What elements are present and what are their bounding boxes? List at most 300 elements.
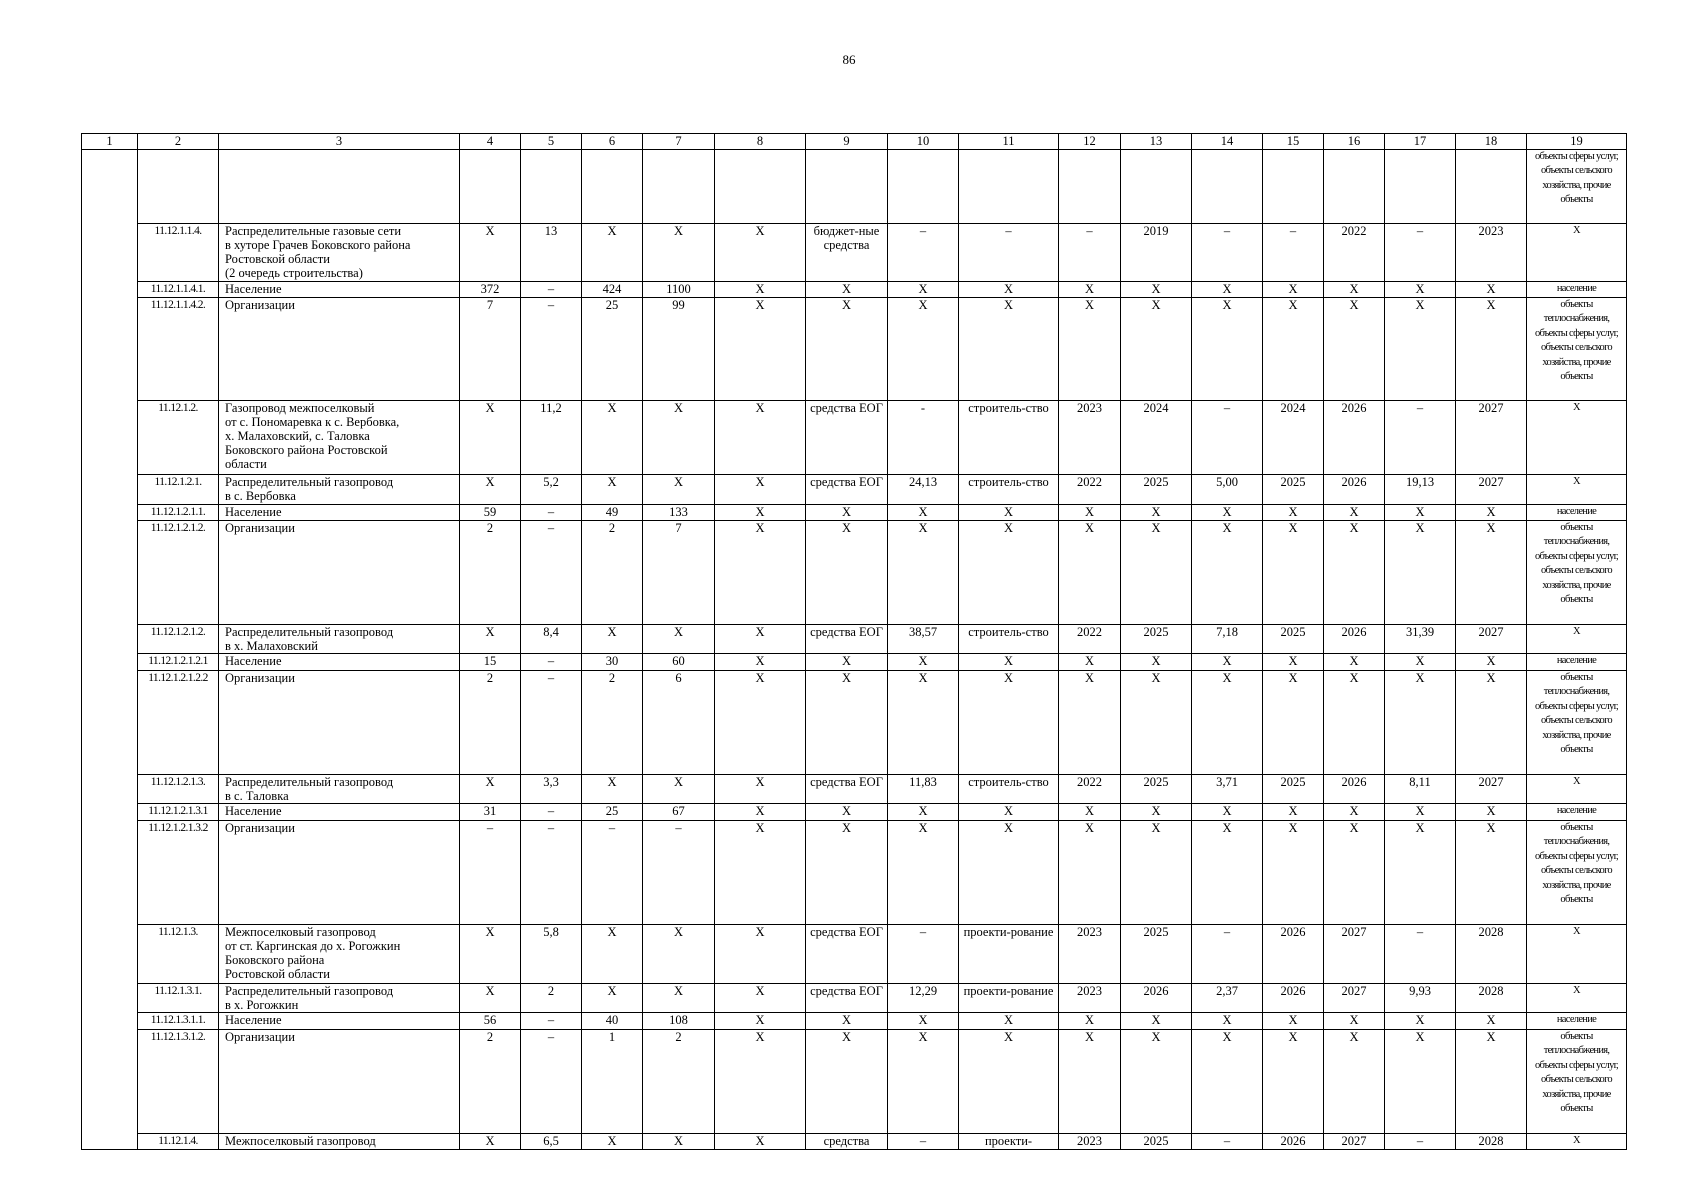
cell-col1 — [82, 475, 138, 505]
cell-code: 11.12.1.3.1.1. — [138, 1013, 219, 1030]
cell-col13: Х — [1121, 505, 1192, 521]
cell-col13: 2025 — [1121, 1134, 1192, 1150]
name-line: Население — [225, 654, 282, 668]
cell-col11: – — [959, 224, 1059, 282]
cell-col14: Х — [1192, 1013, 1263, 1030]
cell-col9: средства ЕОГ — [806, 401, 888, 475]
table-row — [82, 1134, 1627, 1150]
cell-col9: Х — [806, 1030, 888, 1134]
cell-col15: Х — [1263, 505, 1324, 521]
cell-col17: Х — [1385, 1030, 1456, 1134]
cell-col9: Х — [806, 804, 888, 821]
cell-col14: Х — [1192, 671, 1263, 775]
cell-col16: 2026 — [1324, 401, 1385, 475]
cell-col9: средства — [806, 1134, 888, 1150]
name-line: Население — [225, 804, 282, 818]
name-line: Организации — [225, 671, 295, 685]
cell-col4: Х — [460, 1134, 521, 1150]
cell-col6: Х — [582, 625, 643, 654]
cell-col19: Х — [1527, 401, 1627, 475]
cell-col1 — [82, 401, 138, 475]
cell-col12: Х — [1059, 505, 1121, 521]
cell-col13 — [1121, 150, 1192, 224]
cell-col9 — [806, 150, 888, 224]
cell-col11: Х — [959, 298, 1059, 401]
table-row — [82, 1013, 1627, 1030]
cell-col19: население — [1527, 282, 1627, 298]
cell-col4: 2 — [460, 671, 521, 775]
cell-col6: 1 — [582, 1030, 643, 1134]
cell-col15 — [1263, 150, 1324, 224]
column-header: 4 — [460, 134, 521, 150]
cell-col15: 2026 — [1263, 984, 1324, 1013]
cell-col12: 2022 — [1059, 475, 1121, 505]
cell-code — [138, 150, 219, 224]
cell-col18: 2023 — [1456, 224, 1527, 282]
cell-col1 — [82, 625, 138, 654]
cell-col12: – — [1059, 224, 1121, 282]
cell-col4: 56 — [460, 1013, 521, 1030]
cell-col19: Х — [1527, 984, 1627, 1013]
cell-col10: - — [888, 401, 959, 475]
cell-col15: Х — [1263, 282, 1324, 298]
name-line: Ростовской области — [225, 967, 330, 981]
cell-col4: Х — [460, 775, 521, 804]
cell-col12: Х — [1059, 821, 1121, 925]
cell-col5: – — [521, 804, 582, 821]
cell-col17: – — [1385, 925, 1456, 984]
cell-col1 — [82, 521, 138, 625]
cell-col10: 12,29 — [888, 984, 959, 1013]
name-line: Распределительный газопровод — [225, 775, 394, 789]
cell-col6: 49 — [582, 505, 643, 521]
cell-col7: Х — [643, 401, 715, 475]
cell-col11: проекти-рование — [959, 925, 1059, 984]
cell-col19: объекты теплоснабжения, объекты сферы услуг, объекты сельского хозяйства, прочие объекты — [1527, 521, 1627, 625]
cell-col10: – — [888, 224, 959, 282]
cell-col16: Х — [1324, 804, 1385, 821]
column-header: 7 — [643, 134, 715, 150]
cell-col13: Х — [1121, 1030, 1192, 1134]
page-number: 86 — [842, 52, 856, 67]
cell-col12: Х — [1059, 282, 1121, 298]
name-line: Организации — [225, 298, 295, 312]
cell-col17 — [1385, 150, 1456, 224]
cell-col17: – — [1385, 1134, 1456, 1150]
cell-col19: Х — [1527, 925, 1627, 984]
cell-col5: – — [521, 1030, 582, 1134]
cell-col15: 2025 — [1263, 625, 1324, 654]
cell-code: 11.12.1.1.4.2. — [138, 298, 219, 401]
cell-col15: 2026 — [1263, 1134, 1324, 1150]
cell-col1 — [82, 224, 138, 282]
cell-name — [219, 654, 460, 671]
cell-col6 — [582, 150, 643, 224]
cell-col8: Х — [715, 401, 806, 475]
table-row — [82, 1030, 1627, 1134]
cell-col1 — [82, 821, 138, 925]
cell-col19: население — [1527, 505, 1627, 521]
cell-col16: 2027 — [1324, 1134, 1385, 1150]
cell-col9: бюджет-ные средства — [806, 224, 888, 282]
cell-col4: Х — [460, 984, 521, 1013]
column-header: 1 — [82, 134, 138, 150]
cell-col1 — [82, 1013, 138, 1030]
cell-col7: – — [643, 821, 715, 925]
cell-col4: Х — [460, 401, 521, 475]
cell-col13: 2019 — [1121, 224, 1192, 282]
cell-col14: 5,00 — [1192, 475, 1263, 505]
cell-col13: Х — [1121, 1013, 1192, 1030]
cell-col19: объекты теплоснабжения, объекты сферы услуг, объекты сельского хозяйства, прочие объекты — [1527, 298, 1627, 401]
name-line: Население — [225, 1013, 282, 1027]
name-line: Газопровод межпоселковый — [225, 401, 375, 415]
cell-col6: – — [582, 821, 643, 925]
name-line: в хуторе Грачев Боковского района — [225, 238, 411, 252]
cell-code: 11.12.1.4. — [138, 1134, 219, 1150]
cell-col18: 2028 — [1456, 1134, 1527, 1150]
table-row — [82, 298, 1627, 401]
cell-col8: Х — [715, 821, 806, 925]
cell-col18: Х — [1456, 1013, 1527, 1030]
cell-col12: 2023 — [1059, 984, 1121, 1013]
name-line: Распределительный газопровод — [225, 984, 394, 998]
cell-col16: Х — [1324, 1013, 1385, 1030]
table-row — [82, 925, 1627, 984]
cell-name — [219, 625, 460, 654]
cell-col7: Х — [643, 984, 715, 1013]
cell-col10: Х — [888, 1030, 959, 1134]
cell-col18: 2027 — [1456, 625, 1527, 654]
cell-col6: Х — [582, 401, 643, 475]
cell-col10: Х — [888, 298, 959, 401]
cell-col16: Х — [1324, 654, 1385, 671]
cell-col11: Х — [959, 521, 1059, 625]
cell-col17: Х — [1385, 282, 1456, 298]
cell-col19: Х — [1527, 625, 1627, 654]
cell-col16: 2027 — [1324, 925, 1385, 984]
column-header: 2 — [138, 134, 219, 150]
cell-col12: Х — [1059, 1013, 1121, 1030]
cell-col5: 5,8 — [521, 925, 582, 984]
cell-col11: строитель-ство — [959, 401, 1059, 475]
cell-col15: Х — [1263, 671, 1324, 775]
cell-col17: Х — [1385, 1013, 1456, 1030]
cell-col7: 133 — [643, 505, 715, 521]
cell-col16: Х — [1324, 505, 1385, 521]
cell-col12: 2023 — [1059, 925, 1121, 984]
cell-name — [219, 1013, 460, 1030]
cell-col18: Х — [1456, 671, 1527, 775]
cell-col18: Х — [1456, 654, 1527, 671]
cell-col4: 59 — [460, 505, 521, 521]
cell-col19: Х — [1527, 1134, 1627, 1150]
cell-col9: средства ЕОГ — [806, 984, 888, 1013]
cell-col18: 2027 — [1456, 775, 1527, 804]
cell-col8: Х — [715, 654, 806, 671]
cell-col8: Х — [715, 298, 806, 401]
cell-col17: Х — [1385, 521, 1456, 625]
cell-col8: Х — [715, 625, 806, 654]
cell-col10: Х — [888, 505, 959, 521]
cell-col10: Х — [888, 804, 959, 821]
cell-col11: Х — [959, 804, 1059, 821]
cell-col19: население — [1527, 1013, 1627, 1030]
column-header: 9 — [806, 134, 888, 150]
cell-code: 11.12.1.2.1.2. — [138, 625, 219, 654]
cell-col17: – — [1385, 401, 1456, 475]
cell-col19: Х — [1527, 775, 1627, 804]
cell-col5: – — [521, 505, 582, 521]
cell-col18: 2027 — [1456, 401, 1527, 475]
table-row — [82, 150, 1627, 224]
cell-name — [219, 671, 460, 775]
cell-col6: Х — [582, 925, 643, 984]
cell-col16: 2026 — [1324, 625, 1385, 654]
cell-col15: Х — [1263, 1013, 1324, 1030]
cell-col10: Х — [888, 671, 959, 775]
cell-name — [219, 1134, 460, 1150]
cell-col9: средства ЕОГ — [806, 925, 888, 984]
column-header: 13 — [1121, 134, 1192, 150]
table-row — [82, 401, 1627, 475]
cell-col7: Х — [643, 775, 715, 804]
cell-col10: Х — [888, 282, 959, 298]
cell-col7: Х — [643, 224, 715, 282]
cell-col13: Х — [1121, 282, 1192, 298]
cell-col16: Х — [1324, 282, 1385, 298]
cell-col14: – — [1192, 1134, 1263, 1150]
cell-col7: 6 — [643, 671, 715, 775]
name-line: Боковского района — [225, 953, 325, 967]
cell-code: 11.12.1.3. — [138, 925, 219, 984]
cell-col17: Х — [1385, 298, 1456, 401]
cell-col6: Х — [582, 1134, 643, 1150]
cell-col10: Х — [888, 654, 959, 671]
cell-col19: Х — [1527, 224, 1627, 282]
cell-col16 — [1324, 150, 1385, 224]
cell-col18: Х — [1456, 804, 1527, 821]
name-line: Распределительный газопровод — [225, 475, 394, 489]
table-row — [82, 671, 1627, 775]
column-header: 16 — [1324, 134, 1385, 150]
cell-col8: Х — [715, 475, 806, 505]
table-row — [82, 282, 1627, 298]
name-line: Ростовской области — [225, 252, 330, 266]
cell-name — [219, 298, 460, 401]
cell-col14: 7,18 — [1192, 625, 1263, 654]
cell-col7: Х — [643, 625, 715, 654]
cell-col15: 2026 — [1263, 925, 1324, 984]
cell-col11: Х — [959, 821, 1059, 925]
cell-col10: Х — [888, 1013, 959, 1030]
cell-col11: строитель-ство — [959, 775, 1059, 804]
cell-col16: 2026 — [1324, 475, 1385, 505]
cell-col15: 2025 — [1263, 475, 1324, 505]
cell-col14: Х — [1192, 821, 1263, 925]
cell-col15: – — [1263, 224, 1324, 282]
cell-name — [219, 505, 460, 521]
name-line: в с. Таловка — [225, 789, 289, 803]
cell-col8: Х — [715, 1013, 806, 1030]
cell-name — [219, 925, 460, 984]
cell-col11: строитель-ство — [959, 625, 1059, 654]
cell-col16: 2026 — [1324, 775, 1385, 804]
table-row — [82, 821, 1627, 925]
cell-col8: Х — [715, 1134, 806, 1150]
name-line: Распределительный газопровод — [225, 625, 394, 639]
cell-col10: Х — [888, 521, 959, 625]
cell-col12: Х — [1059, 804, 1121, 821]
cell-col4: 372 — [460, 282, 521, 298]
cell-col12: 2023 — [1059, 401, 1121, 475]
cell-col11: Х — [959, 671, 1059, 775]
cell-col12: 2023 — [1059, 1134, 1121, 1150]
cell-col8: Х — [715, 804, 806, 821]
cell-col18: Х — [1456, 1030, 1527, 1134]
cell-col5: 13 — [521, 224, 582, 282]
cell-col12: Х — [1059, 521, 1121, 625]
cell-col7: 1100 — [643, 282, 715, 298]
cell-col5: 6,5 — [521, 1134, 582, 1150]
cell-col13: Х — [1121, 821, 1192, 925]
cell-code: 11.12.1.2.1.3.1 — [138, 804, 219, 821]
cell-col11: Х — [959, 1013, 1059, 1030]
table-row — [82, 775, 1627, 804]
table-row — [82, 654, 1627, 671]
cell-col1 — [82, 984, 138, 1013]
cell-col9: Х — [806, 1013, 888, 1030]
name-line: (2 очередь строительства) — [225, 266, 363, 280]
column-header: 19 — [1527, 134, 1627, 150]
cell-col17: Х — [1385, 804, 1456, 821]
cell-col7: 60 — [643, 654, 715, 671]
cell-col1 — [82, 505, 138, 521]
name-line: Организации — [225, 821, 295, 835]
cell-col5: – — [521, 654, 582, 671]
cell-col14: Х — [1192, 1030, 1263, 1134]
cell-col7: 108 — [643, 1013, 715, 1030]
header-row — [82, 134, 1627, 150]
cell-col16: Х — [1324, 521, 1385, 625]
name-line: в х. Малаховский — [225, 639, 318, 653]
cell-col8: Х — [715, 521, 806, 625]
cell-col17: Х — [1385, 671, 1456, 775]
cell-col18: 2027 — [1456, 475, 1527, 505]
cell-code: 11.12.1.3.1. — [138, 984, 219, 1013]
cell-col15: Х — [1263, 1030, 1324, 1134]
cell-col17: – — [1385, 224, 1456, 282]
column-header: 18 — [1456, 134, 1527, 150]
column-header: 14 — [1192, 134, 1263, 150]
cell-col17: 19,13 — [1385, 475, 1456, 505]
cell-col16: 2027 — [1324, 984, 1385, 1013]
cell-col14: Х — [1192, 282, 1263, 298]
cell-code: 11.12.1.2.1. — [138, 475, 219, 505]
cell-col19: объекты теплоснабжения, объекты сферы услуг, объекты сельского хозяйства, прочие объекты — [1527, 671, 1627, 775]
cell-col6: 2 — [582, 521, 643, 625]
cell-col4: Х — [460, 925, 521, 984]
cell-col4: Х — [460, 224, 521, 282]
cell-col8 — [715, 150, 806, 224]
cell-col11: Х — [959, 505, 1059, 521]
cell-col1 — [82, 150, 138, 224]
cell-col11: проекти-рование — [959, 984, 1059, 1013]
cell-col8: Х — [715, 671, 806, 775]
cell-col11 — [959, 150, 1059, 224]
table-row — [82, 475, 1627, 505]
cell-col5: – — [521, 1013, 582, 1030]
cell-col18: Х — [1456, 505, 1527, 521]
cell-col9: Х — [806, 505, 888, 521]
cell-col16: 2022 — [1324, 224, 1385, 282]
cell-col17: 9,93 — [1385, 984, 1456, 1013]
cell-name — [219, 775, 460, 804]
cell-col13: Х — [1121, 521, 1192, 625]
cell-col8: Х — [715, 224, 806, 282]
cell-col14: Х — [1192, 654, 1263, 671]
cell-code: 11.12.1.1.4. — [138, 224, 219, 282]
cell-col19: объекты теплоснабжения, объекты сферы услуг, объекты сельского хозяйства, прочие объекты — [1527, 1030, 1627, 1134]
cell-col6: Х — [582, 984, 643, 1013]
cell-code: 11.12.1.2.1.3.2 — [138, 821, 219, 925]
cell-col11: Х — [959, 1030, 1059, 1134]
cell-col5: 8,4 — [521, 625, 582, 654]
cell-name — [219, 224, 460, 282]
cell-col11: Х — [959, 654, 1059, 671]
cell-code: 11.12.1.3.1.2. — [138, 1030, 219, 1134]
cell-name — [219, 821, 460, 925]
cell-col4: 2 — [460, 521, 521, 625]
cell-col8: Х — [715, 505, 806, 521]
cell-col19: Х — [1527, 475, 1627, 505]
cell-col13: 2024 — [1121, 401, 1192, 475]
cell-col15: Х — [1263, 521, 1324, 625]
investment-table — [81, 133, 1627, 1150]
cell-col9: Х — [806, 282, 888, 298]
cell-col1 — [82, 298, 138, 401]
cell-col9: средства ЕОГ — [806, 625, 888, 654]
column-header: 8 — [715, 134, 806, 150]
name-line: в х. Рогожкин — [225, 998, 299, 1012]
cell-col18: Х — [1456, 521, 1527, 625]
cell-col4: Х — [460, 475, 521, 505]
name-line: от ст. Каргинская до х. Рогожкин — [225, 939, 401, 953]
cell-col16: Х — [1324, 671, 1385, 775]
cell-col6: Х — [582, 775, 643, 804]
table-row — [82, 984, 1627, 1013]
cell-col11: Х — [959, 282, 1059, 298]
cell-col14: – — [1192, 401, 1263, 475]
cell-col9: Х — [806, 298, 888, 401]
column-header: 12 — [1059, 134, 1121, 150]
cell-col10 — [888, 150, 959, 224]
table-row — [82, 505, 1627, 521]
cell-col6: 25 — [582, 298, 643, 401]
cell-col17: Х — [1385, 821, 1456, 925]
cell-col10: 38,57 — [888, 625, 959, 654]
table-row — [82, 625, 1627, 654]
cell-col14: – — [1192, 925, 1263, 984]
cell-col14: 3,71 — [1192, 775, 1263, 804]
cell-col15: Х — [1263, 298, 1324, 401]
cell-col8: Х — [715, 925, 806, 984]
cell-name — [219, 1030, 460, 1134]
cell-col1 — [82, 1134, 138, 1150]
cell-col15: Х — [1263, 804, 1324, 821]
cell-col6: 40 — [582, 1013, 643, 1030]
column-header: 5 — [521, 134, 582, 150]
